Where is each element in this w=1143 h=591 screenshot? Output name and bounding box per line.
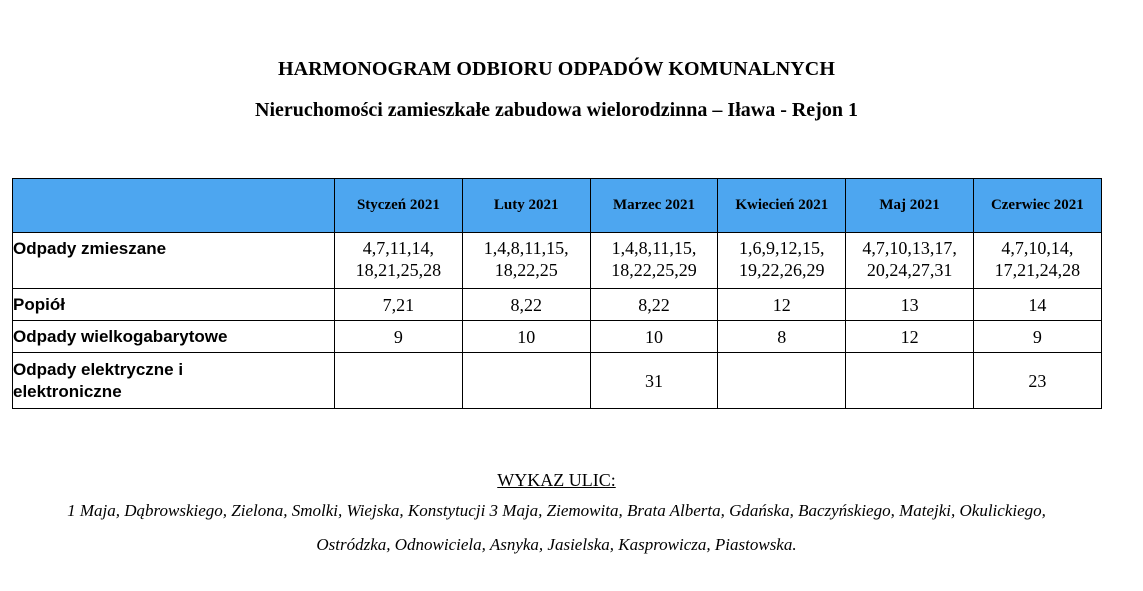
date-cell: 9 <box>973 321 1101 353</box>
row-label: Odpady zmieszane <box>13 233 335 289</box>
header-corner-cell <box>13 179 335 233</box>
row-label: Popiół <box>13 289 335 321</box>
date-cell: 7,21 <box>335 289 463 321</box>
streets-list-line: Ostródzka, Odnowiciela, Asnyka, Jasielska, Kasprowicza, Piastowska. <box>316 535 797 554</box>
date-cell: 31 <box>590 353 718 409</box>
date-cell: 8,22 <box>462 289 590 321</box>
date-cell: 23 <box>973 353 1101 409</box>
document-subtitle: Nieruchomości zamieszkałe zabudowa wielorodzinna – Iława - Rejon 1 <box>255 99 858 121</box>
date-cell: 13 <box>846 289 974 321</box>
table-row-bulky-waste <box>13 321 1102 353</box>
date-cell: 4,7,10,13,17, 20,24,27,31 <box>846 233 974 289</box>
date-cell: 1,4,8,11,15, 18,22,25,29 <box>590 233 718 289</box>
date-cell: 8 <box>718 321 846 353</box>
table-row-ash <box>13 289 1102 321</box>
date-cell: 12 <box>846 321 974 353</box>
streets-heading: WYKAZ ULIC: <box>497 470 616 490</box>
collection-schedule-table <box>12 178 1102 409</box>
row-label: Odpady wielkogabarytowe <box>13 321 335 353</box>
streets-list-line: 1 Maja, Dąbrowskiego, Zielona, Smolki, Wiejska, Konstytucji 3 Maja, Ziemowita, Brata Alberta, Gdańska, Baczyńskiego, Matejki, Okulickiego, <box>67 501 1046 520</box>
table-row-mixed-waste <box>13 233 1102 289</box>
month-header: Maj 2021 <box>846 179 974 233</box>
month-header: Styczeń 2021 <box>335 179 463 233</box>
date-cell: 1,4,8,11,15, 18,22,25 <box>462 233 590 289</box>
document-title: HARMONOGRAM ODBIORU ODPADÓW KOMUNALNYCH <box>277 58 836 80</box>
date-cell: 10 <box>590 321 718 353</box>
date-cell: 10 <box>462 321 590 353</box>
date-cell: 1,6,9,12,15, 19,22,26,29 <box>718 233 846 289</box>
date-cell <box>335 353 463 409</box>
month-header: Czerwiec 2021 <box>973 179 1101 233</box>
date-cell <box>846 353 974 409</box>
date-cell <box>718 353 846 409</box>
row-label: Odpady elektryczne i elektroniczne <box>13 353 335 409</box>
date-cell: 4,7,10,14, 17,21,24,28 <box>973 233 1101 289</box>
date-cell: 4,7,11,14, 18,21,25,28 <box>335 233 463 289</box>
date-cell <box>462 353 590 409</box>
month-header: Marzec 2021 <box>590 179 718 233</box>
table-row-electronic-waste <box>13 353 1102 409</box>
table-header-row <box>13 179 1102 233</box>
date-cell: 9 <box>335 321 463 353</box>
date-cell: 8,22 <box>590 289 718 321</box>
month-header: Luty 2021 <box>462 179 590 233</box>
date-cell: 12 <box>718 289 846 321</box>
date-cell: 14 <box>973 289 1101 321</box>
month-header: Kwiecień 2021 <box>718 179 846 233</box>
